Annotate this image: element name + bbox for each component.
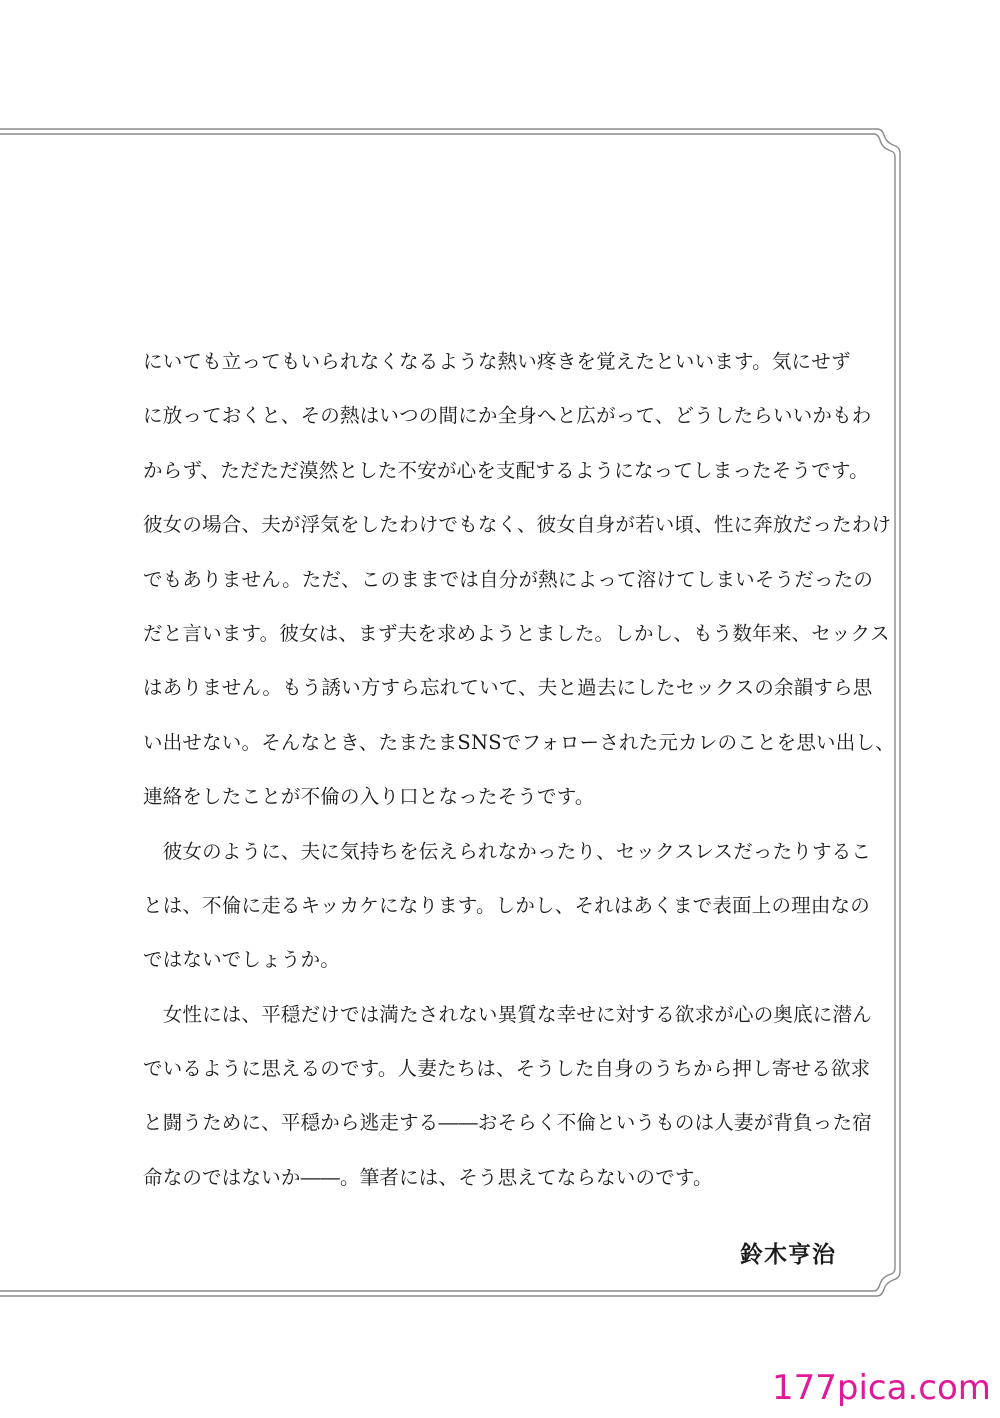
text-line: と闘うために、平穏から逃走する――おそらく不倫というものは人妻が背負った宿 — [143, 1111, 872, 1135]
text-line: だと言います。彼女は、まず夫を求めようとました。しかし、もう数年来、セックス — [143, 621, 890, 645]
text-line: 彼女の場合、夫が浮気をしたわけでもなく、彼女自身が若い頃、性に奔放だったわけ — [143, 513, 892, 537]
author-name: 鈴木亨治 — [740, 1241, 836, 1268]
watermark-link[interactable]: 177pica.com — [772, 1368, 991, 1408]
body-text — [143, 342, 895, 1212]
text-line: にいても立ってもいられなくなるような熱い疼きを覚えたといいます。気にせず — [143, 350, 851, 373]
text-line: に放っておくと、その熱はいつの間にか全身へと広がって、どうしたらいいかもわ — [143, 404, 872, 428]
text-line: ではないでしょうか。 — [143, 948, 341, 972]
text-line: 彼女のように、夫に気持ちを伝えられなかったり、セックスレスだったりするこ — [143, 839, 872, 863]
text-line: でもありません。ただ、このままでは自分が熱によって溶けてしまいそうだったの — [143, 567, 874, 591]
text-line: からず、ただただ漠然とした不安が心を支配するようになってしまったそうです。 — [143, 458, 869, 482]
text-line: 命なのではないか――。筆者には、そう思えてならないのです。 — [143, 1165, 713, 1189]
text-line: でいるように思えるのです。人妻たちは、そうした自身のうちから押し寄せる欲求 — [143, 1057, 871, 1081]
text-line: 女性には、平穏だけでは満たされない異質な幸せに対する欲求が心の奥底に潜ん — [143, 1002, 872, 1026]
text-line: 連絡をしたことが不倫の入り口となったそうです。 — [143, 785, 595, 809]
text-line: い出せない。そんなとき、たまたまSNSでフォローされた元カレのことを思い出し、 — [143, 730, 895, 754]
text-line: はありません。もう誘い方すら忘れていて、夫と過去にしたセックスの余韻すら思 — [143, 676, 873, 700]
text-line: とは、不倫に走るキッカケになります。しかし、それはあくまで表面上の理由なの — [143, 893, 870, 917]
